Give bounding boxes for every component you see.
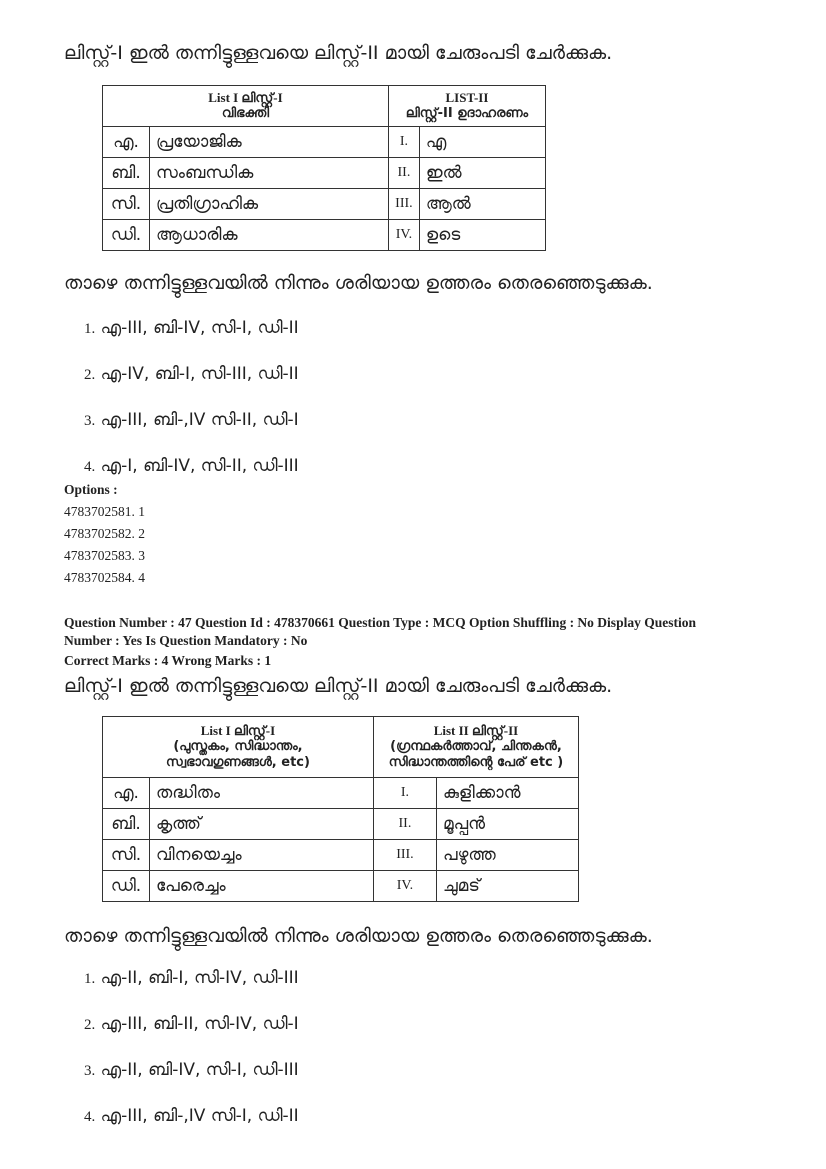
- table-row: ബി. സംബന്ധിക II. ഇൽ: [103, 158, 546, 189]
- q2-choice-3: 3. എ-II, ബി-IV, സി-I, ഡി-III: [84, 1060, 299, 1080]
- table-row: സി. വിനയെച്ചം III. പഴുത്ത: [103, 840, 579, 871]
- table-row: ബി. കൃത്ത് II. മൂപ്പൻ: [103, 809, 579, 840]
- q1-list1-header: List I ലിസ്റ്റ്-I വിഭക്തി: [103, 86, 389, 127]
- q2-match-table: [102, 716, 579, 902]
- q2-choice-4: 4. എ-III, ബി-,IV സി-I, ഡി-II: [84, 1106, 299, 1126]
- option-id-3: 4783702583. 3: [64, 548, 145, 563]
- options-label: Options :: [64, 482, 118, 497]
- question-meta-line2: Number : Yes Is Question Mandatory : No: [64, 633, 308, 648]
- q2-instruction: താഴെ തന്നിട്ടുള്ളവയിൽ നിന്നും ശരിയായ ഉത്തരം തെരഞ്ഞെടുക്കുക.: [64, 925, 653, 947]
- q1-match-table: [102, 85, 546, 251]
- q1-instruction: താഴെ തന്നിട്ടുള്ളവയിൽ നിന്നും ശരിയായ ഉത്തരം തെരഞ്ഞെടുക്കുക.: [64, 272, 653, 294]
- option-id-4: 4783702584. 4: [64, 570, 145, 585]
- table-row: എ. തദ്ധിതം I. കുളിക്കാൻ: [103, 778, 579, 809]
- q2-choice-2: 2. എ-III, ബി-II, സി-IV, ഡി-I: [84, 1014, 299, 1034]
- option-id-2: 4783702582. 2: [64, 526, 145, 541]
- question-meta-line1: Question Number : 47 Question Id : 478370661 Question Type : MCQ Option Shuffling : No Display Question: [64, 615, 696, 630]
- q1-choice-1: 1. എ-III, ബി-IV, സി-I, ഡി-II: [84, 318, 299, 338]
- table-row: സി. പ്രതിഗ്രാഹിക III. ആൽ: [103, 189, 546, 220]
- table-row: ഡി. ആധാരിക IV. ഉടെ: [103, 220, 546, 251]
- q2-choice-1: 1. എ-II, ബി-I, സി-IV, ഡി-III: [84, 968, 299, 988]
- q1-choice-2: 2. എ-IV, ബി-I, സി-III, ഡി-II: [84, 364, 299, 384]
- table-row: എ. പ്രയോജിക I. എ: [103, 127, 546, 158]
- q1-choice-3: 3. എ-III, ബി-,IV സി-II, ഡി-I: [84, 410, 299, 430]
- q1-list2-header: LIST-II ലിസ്റ്റ്-II ഉദാഹരണം: [388, 86, 545, 127]
- option-id-1: 4783702581. 1: [64, 504, 145, 519]
- table-row: ഡി. പേരെച്ചം IV. ചുമട്: [103, 871, 579, 902]
- question-meta-line3: Correct Marks : 4 Wrong Marks : 1: [64, 653, 272, 668]
- q1-heading: ലിസ്റ്റ്-I ഇൽ തന്നിട്ടുള്ളവയെ ലിസ്റ്റ്-II മായി ചേരുംപടി ചേർക്കുക.: [64, 42, 613, 64]
- q2-list2-header: List II ലിസ്റ്റ്-II (ഗ്രന്ഥകർത്താവ്, ചിന്തകൻ, സിദ്ധാന്തത്തിന്റെ പേര് etc ): [373, 717, 578, 778]
- q2-list1-header: List I ലിസ്റ്റ്-I (പുസ്തകം, സിദ്ധാന്തം, സ്വഭാവഗുണങ്ങൾ, etc): [103, 717, 374, 778]
- q2-heading: ലിസ്റ്റ്-I ഇൽ തന്നിട്ടുള്ളവയെ ലിസ്റ്റ്-II മായി ചേരുംപടി ചേർക്കുക.: [64, 675, 613, 697]
- q1-choice-4: 4. എ-I, ബി-IV, സി-II, ഡി-III: [84, 456, 299, 476]
